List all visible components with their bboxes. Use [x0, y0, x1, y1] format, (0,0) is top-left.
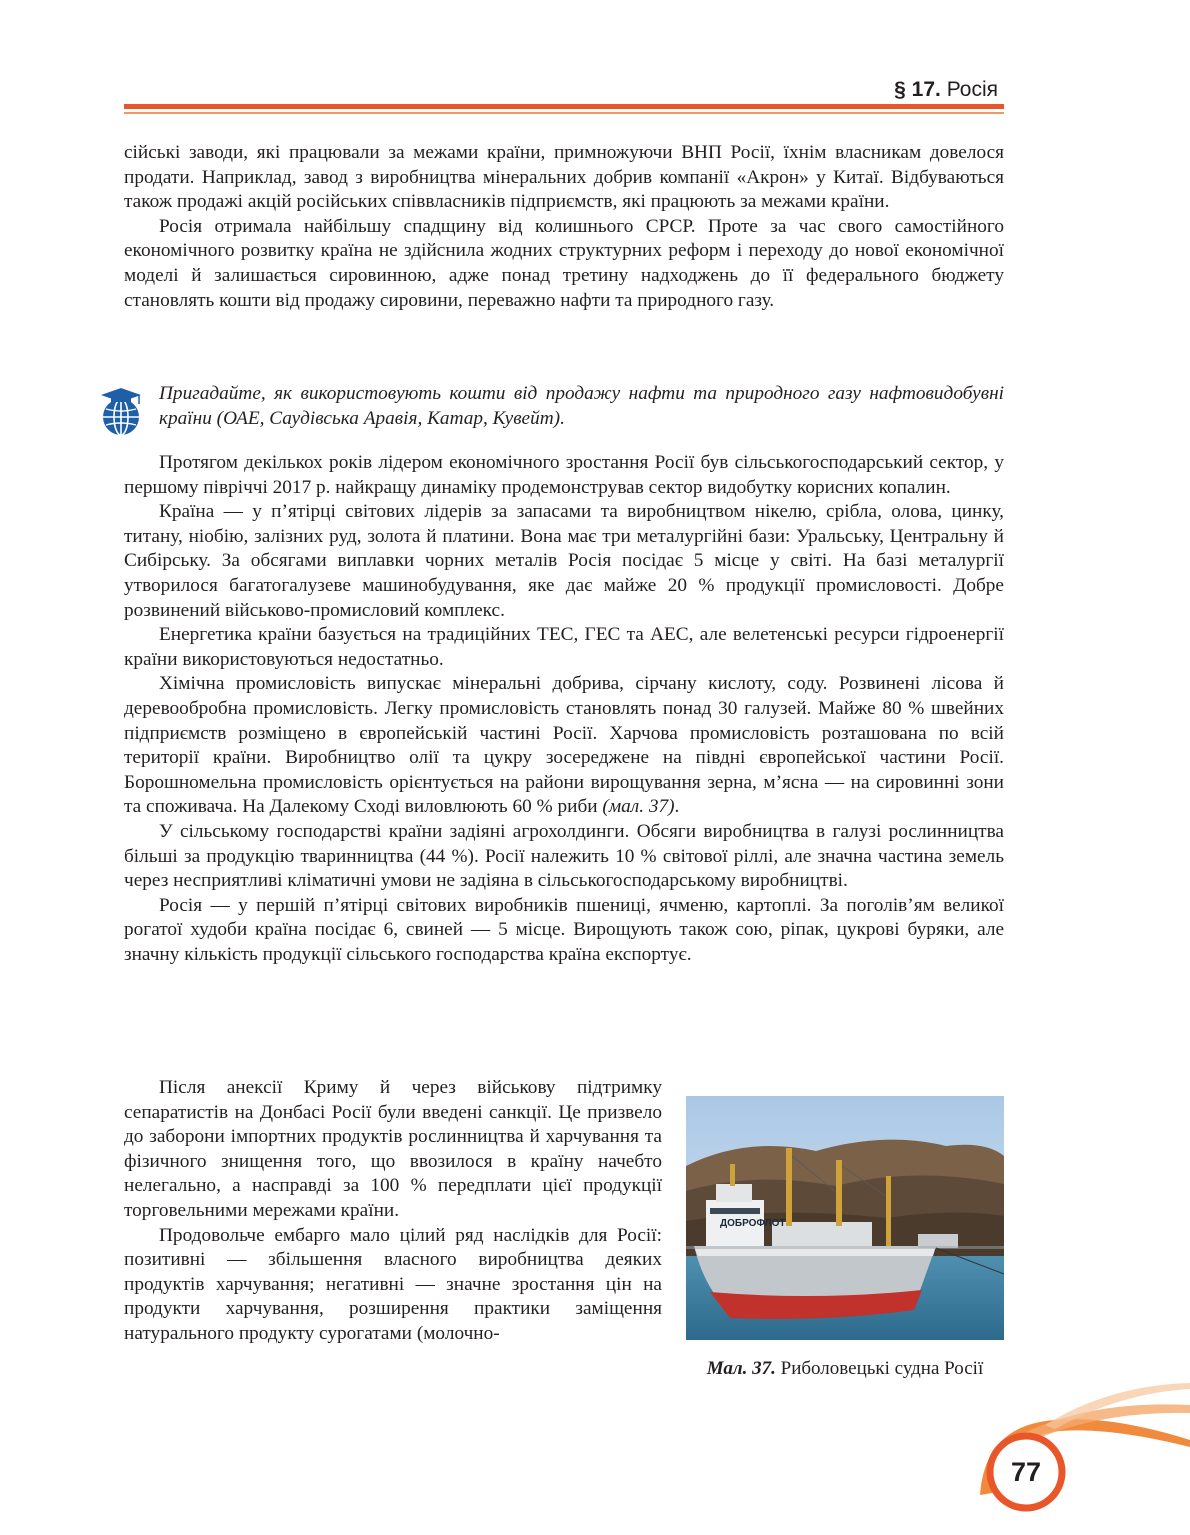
text-block-top — [124, 141, 1004, 313]
paragraph: сійські заводи, які працювали за межами країни, примножуючи ВНП Росії, їхнім власникам довелося продати. Наприклад, завод з виробництва мінеральних добрив компанії «Акрон» у Китаї. Відбуваються також продажі акцій російських співвласників підприємств, які працюють за межами країни. — [124, 142, 1004, 213]
paragraph: Росія отримала найбільшу спадщину від колишнього СРСР. Проте за час свого самостійного економічного розвитку країна не здійснила жодних структурних реформ і переходу до нової економічної моделі й залишається сировинною, адже понад третину надходжень до її федерального бюджету становлять кошти від продажу сировини, переважно нафти та природного газу. — [124, 215, 1004, 311]
page-number-decoration — [960, 1375, 1190, 1530]
fishing-ship-photo — [686, 1096, 1004, 1340]
paragraph-text: Хімічна промисловість випускає мінеральні добрива, сірчану кислоту, соду. Розвинені лісова й деревообробна промисловість. Легку промисловість становлять понад 30 галузей. Майже 80 % швейних підприємств розміщено в європейській частині Росії. Харчова промисловість розташована по всій території країни. Виробництво олії та цукру зосереджене на півдні європейської частини Росії. Борошномельна промисловість орієнтується на райони вирощування зерна, м’ясна — на сировинні зони та споживача. На Далекому Сході виловлюють 60 % риби — [124, 673, 1004, 818]
paragraph-fish — [124, 672, 1004, 820]
figure-reference: (мал. 37) — [602, 796, 675, 818]
paragraph: Продовольче ембарго мало цілий ряд наслідків для Росії: позитивні — збільшення власного виробництва деяких продуктів харчування; негативні — значне зростання цін на продукти харчування, розширення практики заміщення натурального продукту сурогатами (молочно- — [124, 1224, 662, 1344]
text-block-main — [124, 451, 1004, 967]
caption-label: Мал. 37. — [706, 1358, 776, 1379]
globe-graduation-cap-icon — [95, 386, 147, 438]
section-title: Росія — [946, 78, 998, 101]
task-text: Пригадайте, як використовують кошти від продажу нафти та природного газу нафтовидобувні країни (ОАЕ, Саудівська Аравія, Катар, Кувейт). — [159, 383, 1004, 429]
header-rule-thick — [124, 104, 1004, 109]
paragraph: У сільському господарстві країни задіяні агрохолдинги. Обсяги виробництва в галузі рослинництва більші за продукцію тваринництва (44 %). Росії належить 10 % світової ріллі, але значна частина земель через несприятливі кліматичні умови не задіяна в сільськогосподарському виробництві. — [124, 820, 1004, 892]
section-number: § 17. — [894, 78, 941, 101]
ship-name: ДОБРОФЛОТ — [720, 1218, 786, 1229]
text-block-narrow — [124, 1076, 662, 1347]
paragraph: Після анексії Криму й через військову підтримку сепаратистів на Донбасі Росії були введені санкції. Це призвело до заборони імпортних продуктів рослинництва й харчування та фізичного знищення того, що ввозилося в країну начебто нелегально, а насправді за 100 % передплати цієї продукції торговельними мережами країни. — [124, 1077, 662, 1221]
paragraph: Протягом декількох років лідером економічного зростання Росії був сільськогосподарський сектор, у першому півріччі 2017 р. найкращу динаміку продемонстрував сектор видобутку корисних копалин. — [124, 452, 1004, 498]
caption-text: Риболовецькі судна Росії — [780, 1358, 984, 1379]
paragraph: Росія — у першій п’ятірці світових виробників пшениці, ячменю, картоплі. За поголів’ям великої рогатої худоби країна посідає 6, свиней — 5 місце. Вирощують також сою, ріпак, цукрові буряки, але значну кількість продукції сільського господарства країна експортує. — [124, 894, 1004, 965]
figure-caption — [686, 1358, 1004, 1380]
paragraph: Країна — у п’ятірці світових лідерів за запасами та виробництвом нікелю, срібла, олова, цинку, титану, ніобію, залізних руд, золота й платини. Вона має три металургійні бази: Уральську, Центральну й Сибірську. За обсягами виплавки чорних металів Росія посідає 5 місце у світі. На базі металургії утворилося багатогалузеве машинобудування, яке дає майже 20 % продукції промисловості. Добре розвинений військово-промисловий комплекс. — [124, 501, 1004, 621]
page-number: 77 — [1010, 1457, 1042, 1487]
section-header — [894, 78, 998, 102]
paragraph: Енергетика країни базується на традиційних ТЕС, ГЕС та АЕС, але велетенські ресурси гідроенергії країни використовуються недостатньо. — [124, 624, 1004, 670]
header-rule-thin — [124, 112, 1004, 114]
figure-reference-punct: . — [674, 796, 680, 818]
